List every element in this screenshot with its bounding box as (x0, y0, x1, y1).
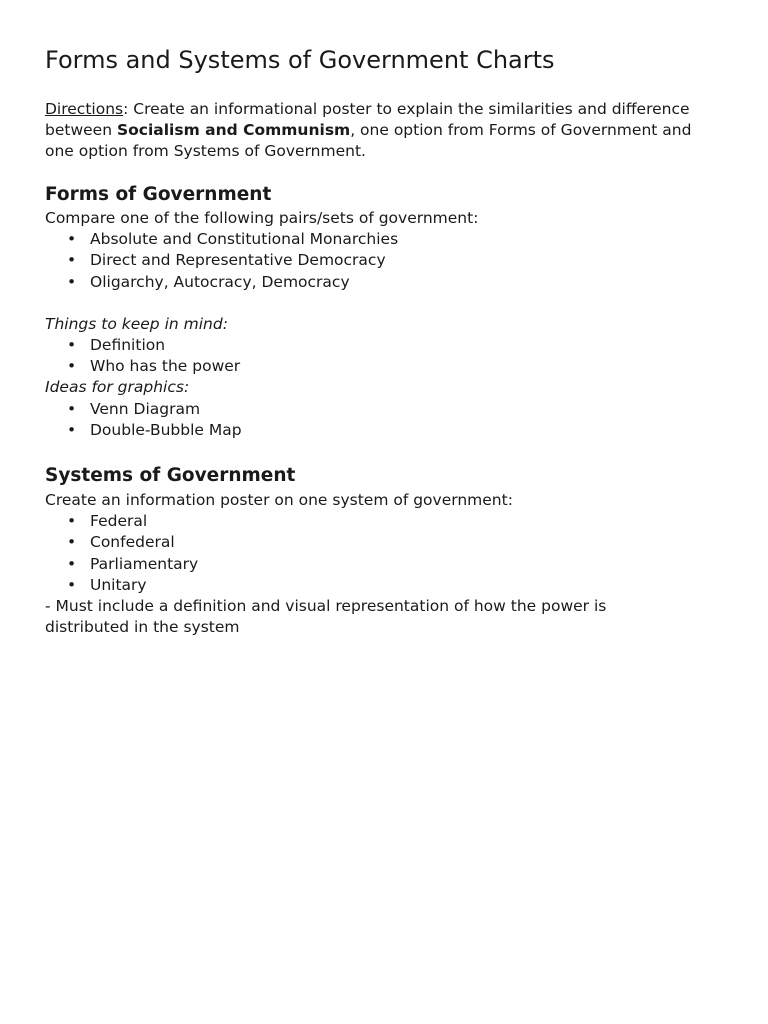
systems-intro: Create an information poster on one system of government: (45, 491, 513, 509)
systems-note: - Must include a definition and visual representation of how the power is distributed in the system (45, 597, 607, 636)
forms-heading: Forms of Government (45, 184, 272, 205)
directions-bold: Socialism and Communism (116, 121, 351, 139)
ideas-list (67, 399, 242, 442)
keep-list (67, 335, 240, 378)
list-item: • Absolute and Constitutional Monarchies (67, 229, 398, 250)
list-item: • Venn Diagram (67, 399, 242, 420)
list-item: • Unitary (67, 575, 198, 596)
list-item: • Parliamentary (67, 554, 198, 575)
ideas-label: Ideas for graphics: (45, 378, 190, 396)
systems-list (67, 511, 198, 596)
directions-text-2: , one option from Forms of Government and one option from Systems of Government. (45, 121, 692, 160)
list-item: • Who has the power (67, 356, 240, 377)
directions-text: : Create an informational poster to explain the similarities and difference between (45, 100, 690, 139)
keep-label: Things to keep in mind: (45, 315, 228, 333)
list-item: • Definition (67, 335, 240, 356)
directions-paragraph (45, 99, 705, 162)
systems-heading: Systems of Government (45, 465, 296, 486)
list-item: • Oligarchy, Autocracy, Democracy (67, 272, 398, 293)
forms-list (67, 229, 398, 293)
forms-intro: Compare one of the following pairs/sets of government: (45, 209, 479, 227)
directions-label: Directions (45, 100, 124, 118)
list-item: • Double-Bubble Map (67, 420, 242, 441)
page-title: Forms and Systems of Government Charts (45, 46, 555, 74)
list-item: • Confederal (67, 532, 198, 553)
list-item: • Direct and Representative Democracy (67, 250, 398, 271)
list-item: • Federal (67, 511, 198, 532)
